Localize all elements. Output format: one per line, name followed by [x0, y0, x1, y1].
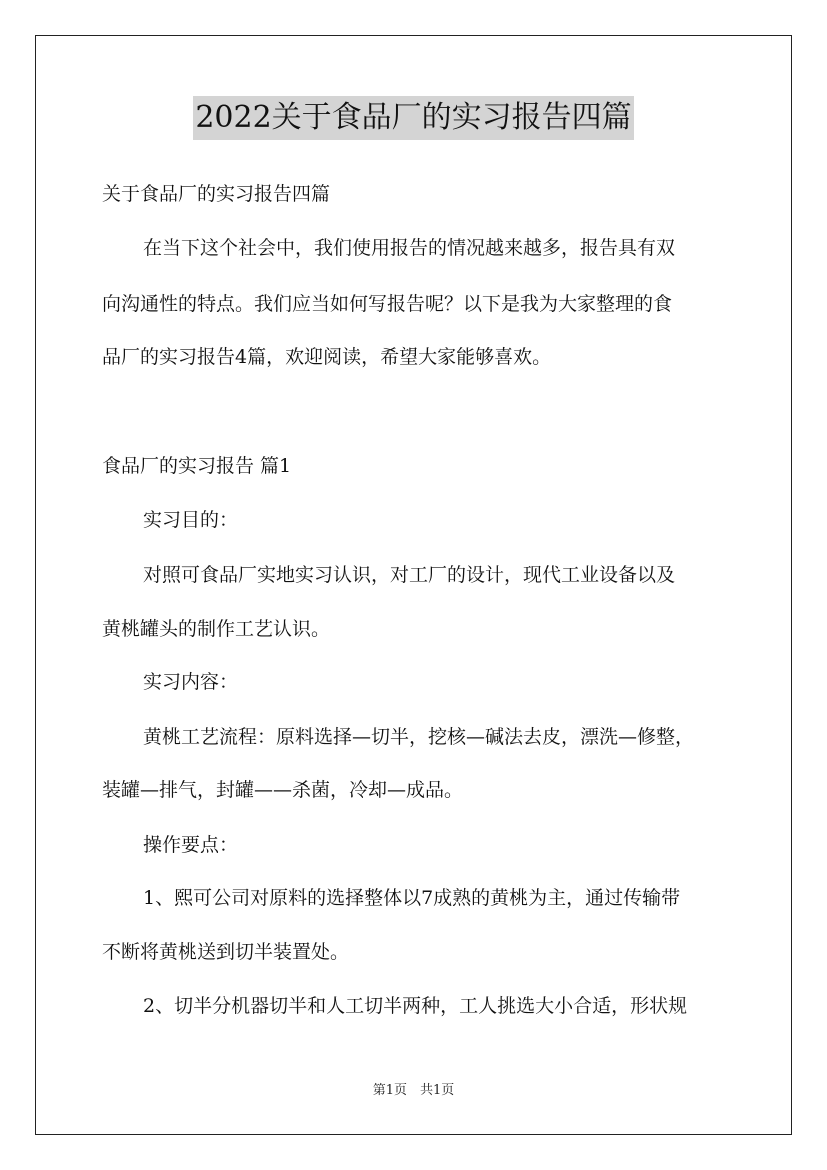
paragraph-line: 品厂的实习报告4篇，欢迎阅读，希望大家能够喜欢。	[102, 346, 552, 368]
paragraph-line: 2、切半分机器切半和人工切半两种，工人挑选大小合适，形状规	[143, 995, 688, 1017]
section-heading: 食品厂的实习报告 篇1	[102, 455, 292, 477]
subtitle: 关于食品厂的实习报告四篇	[102, 183, 331, 205]
paragraph-line: 实习目的：	[143, 509, 239, 531]
paragraph-line: 不断将黄桃送到切半装置处。	[102, 941, 350, 963]
paragraph-line: 装罐—排气，封罐——杀菌，冷却—成品。	[102, 779, 464, 801]
page-footer: 第1页 共1页	[372, 1083, 455, 1098]
paragraph-line: 1、熙可公司对原料的选择整体以7成熟的黄桃为主，通过传输带	[143, 887, 681, 909]
paragraph-line: 在当下这个社会中，我们使用报告的情况越来越多，报告具有双	[143, 237, 676, 259]
paragraph-line: 对照可食品厂实地实习认识，对工厂的设计，现代工业设备以及	[143, 564, 676, 586]
paragraph-line: 实习内容：	[143, 671, 239, 693]
paragraph-line: 操作要点：	[143, 834, 239, 856]
paragraph-line: 黄桃罐头的制作工艺认识。	[102, 618, 331, 640]
paragraph-line: 向沟通性的特点。我们应当如何写报告呢？以下是我为大家整理的食	[102, 293, 673, 315]
title-container	[0, 96, 827, 140]
paragraph-line: 黄桃工艺流程：原料选择—切半，挖核—碱法去皮，漂洗—修整，	[143, 726, 695, 748]
document-title: 2022关于食品厂的实习报告四篇	[193, 96, 633, 140]
